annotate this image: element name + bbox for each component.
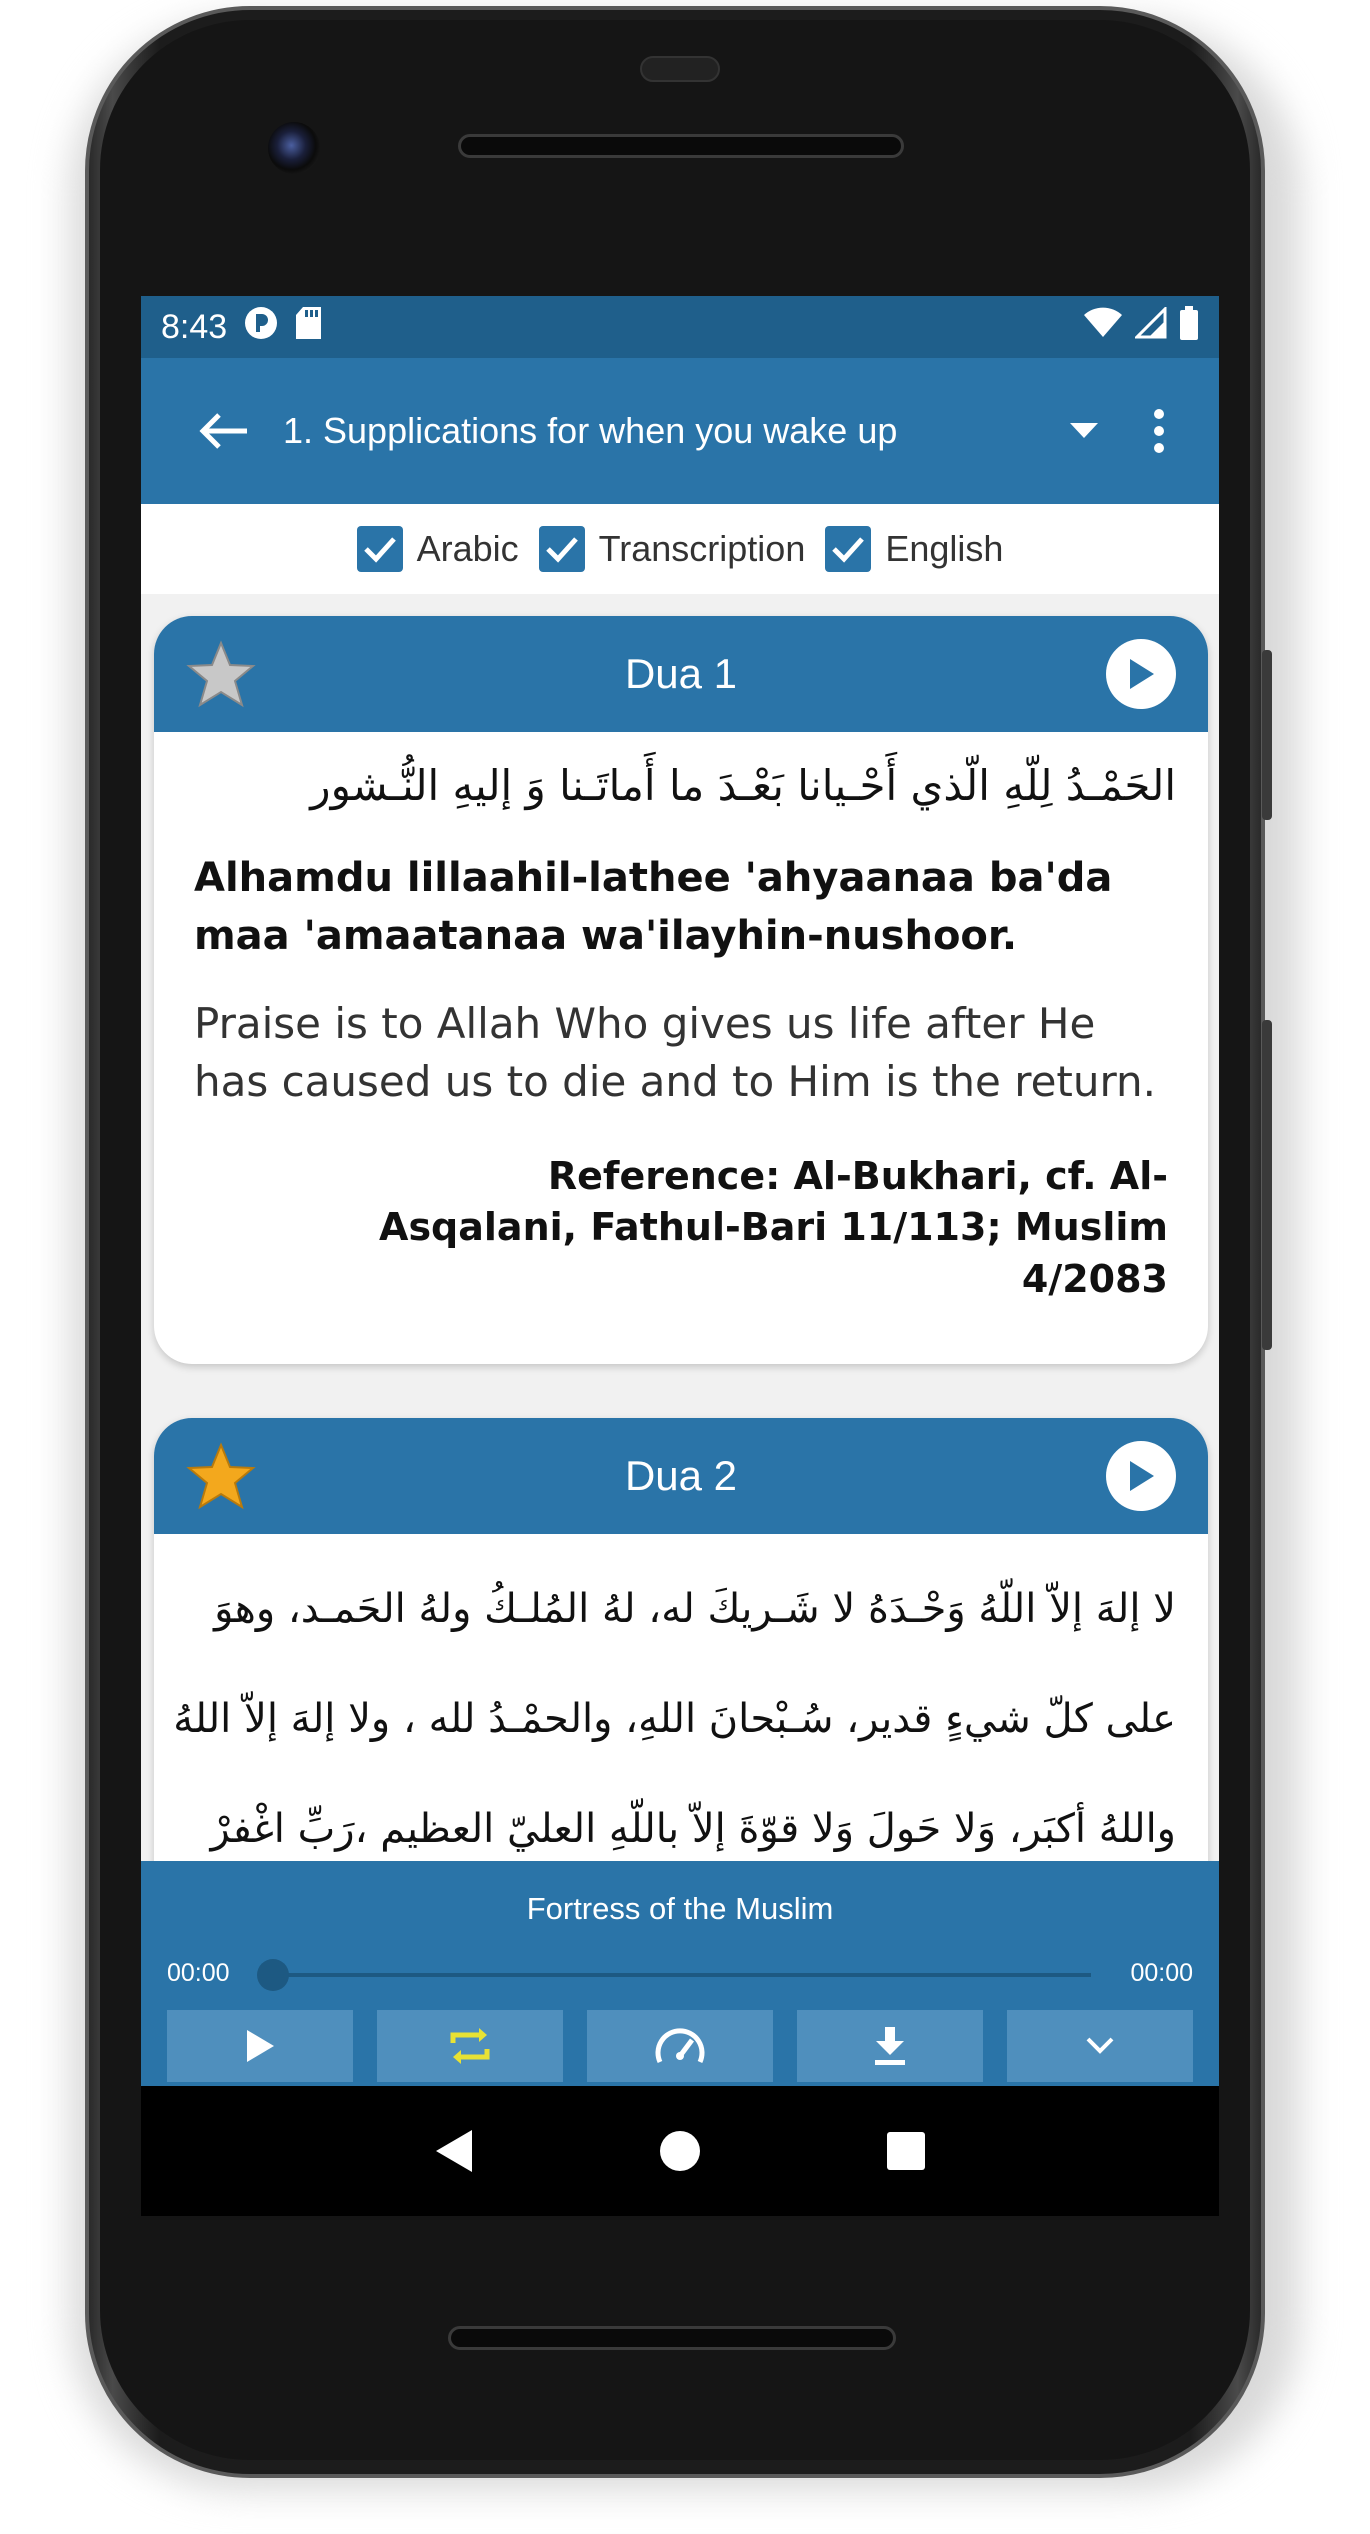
dua-title: Dua 1 xyxy=(624,650,738,697)
battery-icon xyxy=(1179,306,1199,349)
seek-thumb[interactable] xyxy=(257,1959,289,1991)
page-title: 1. Supplications for when you wake up xyxy=(283,410,898,451)
play-icon xyxy=(245,2029,275,2063)
download-icon xyxy=(872,2025,908,2067)
status-time: 8:43 xyxy=(161,307,228,346)
sd-card-icon xyxy=(295,306,323,349)
check-icon xyxy=(363,535,397,563)
dropdown-arrow-icon xyxy=(1070,423,1098,439)
chevron-down-icon xyxy=(1085,2036,1115,2056)
nav-back-button[interactable] xyxy=(424,2121,484,2181)
dua-card xyxy=(154,616,1208,1364)
dua-arabic-line: لا إلهَ إلاّ اللّهُ وَحْـدَهُ لا شَـريكَ له، لهُ المُلـكُ ولهُ الحَمـد، وهوَ xyxy=(214,1586,1176,1632)
filter-transcription[interactable] xyxy=(539,526,806,572)
dua-arabic-line: واللهُ أكبَر، وَلا حَولَ وَلا قوّةَ إلاّ باللّهِ العليّ العظيم ،رَبِّ اغْفرْ xyxy=(210,1806,1176,1852)
dua-play-button[interactable] xyxy=(1106,1441,1176,1511)
player-title: Fortress of the Muslim xyxy=(526,1891,834,1926)
dua-card xyxy=(154,1418,1208,1918)
filter-arabic[interactable] xyxy=(357,526,519,572)
speedometer-icon xyxy=(654,2026,706,2066)
repeat-button[interactable] xyxy=(377,2010,563,2082)
triangle-back-icon xyxy=(434,2128,474,2174)
dua-transliteration: Alhamdu lillaahil-lathee 'ahyaanaa ba'da maa 'amaatanaa wa'ilayhin-nushoor. xyxy=(194,855,1113,959)
nav-home-button[interactable] xyxy=(650,2121,710,2181)
dua-translation: Praise is to Allah Who gives us life after He has caused us to die and to Him is the return. xyxy=(194,999,1157,1106)
volume-button xyxy=(1262,1020,1272,1350)
star-outline-icon[interactable] xyxy=(186,640,256,710)
arabic-checkbox[interactable] xyxy=(357,526,403,572)
wifi-icon xyxy=(1083,307,1123,348)
star-filled-icon[interactable] xyxy=(186,1442,256,1512)
dua-arabic-text: الحَمْـدُ لِلّهِ الّذي أَحْـيانا بَعْـدَ ما أَماتَـنا وَ إليهِ النُّـشور xyxy=(310,761,1176,810)
download-button[interactable] xyxy=(797,2010,983,2082)
repeat-icon xyxy=(447,2025,493,2067)
language-filter-row xyxy=(141,504,1219,594)
earpiece-speaker xyxy=(458,134,904,158)
front-camera xyxy=(268,122,320,174)
total-time: 00:00 xyxy=(1130,1959,1193,1987)
filter-label: English xyxy=(885,528,1004,569)
play-icon xyxy=(1126,1459,1156,1493)
dua-card-header xyxy=(154,1418,1208,1534)
more-vert-icon xyxy=(1153,409,1165,453)
audio-player xyxy=(141,1861,1219,2086)
dua-card-header xyxy=(154,616,1208,732)
power-button xyxy=(1262,650,1272,820)
dua-title: Dua 2 xyxy=(624,1452,738,1499)
circle-home-icon xyxy=(658,2129,702,2173)
overflow-menu-button[interactable] xyxy=(1129,391,1189,471)
english-checkbox[interactable] xyxy=(825,526,871,572)
collapse-player-button[interactable] xyxy=(1007,2010,1193,2082)
status-indicators xyxy=(1083,306,1199,349)
system-nav-bar xyxy=(141,2086,1219,2216)
status-bar xyxy=(141,296,1219,358)
dua-play-button[interactable] xyxy=(1106,639,1176,709)
back-arrow-icon xyxy=(197,411,249,451)
filter-label: Transcription xyxy=(598,528,806,569)
notification-app-icon xyxy=(243,305,279,350)
chapter-dropdown-button[interactable] xyxy=(1049,391,1119,471)
elapsed-time: 00:00 xyxy=(167,1959,230,1987)
play-icon xyxy=(1126,657,1156,691)
nav-recents-button[interactable] xyxy=(876,2121,936,2181)
square-recents-icon xyxy=(886,2131,926,2171)
filter-label: Arabic xyxy=(416,528,519,569)
check-icon xyxy=(831,535,865,563)
bottom-speaker xyxy=(448,2326,896,2350)
check-icon xyxy=(545,535,579,563)
speed-button[interactable] xyxy=(587,2010,773,2082)
back-button[interactable] xyxy=(183,391,263,471)
seek-bar[interactable] xyxy=(271,1973,1091,1977)
player-controls xyxy=(167,2010,1193,2082)
filter-english[interactable] xyxy=(825,526,1003,572)
app-bar xyxy=(141,358,1219,504)
cell-signal-icon xyxy=(1135,307,1167,348)
screen xyxy=(141,296,1219,2086)
dua-reference: Reference: Al-Bukhari, cf. Al-Asqalani, Fathul-Bari 11/113; Muslim 4/2083 xyxy=(379,1153,1168,1301)
transcription-checkbox[interactable] xyxy=(539,526,585,572)
sensor xyxy=(640,56,720,82)
play-button[interactable] xyxy=(167,2010,353,2082)
dua-arabic-line: على كلّ شيءٍ قدير، سُـبْحانَ اللهِ، والحمْـدُ لله ، ولا إلهَ إلاّ اللهُ xyxy=(173,1696,1176,1742)
